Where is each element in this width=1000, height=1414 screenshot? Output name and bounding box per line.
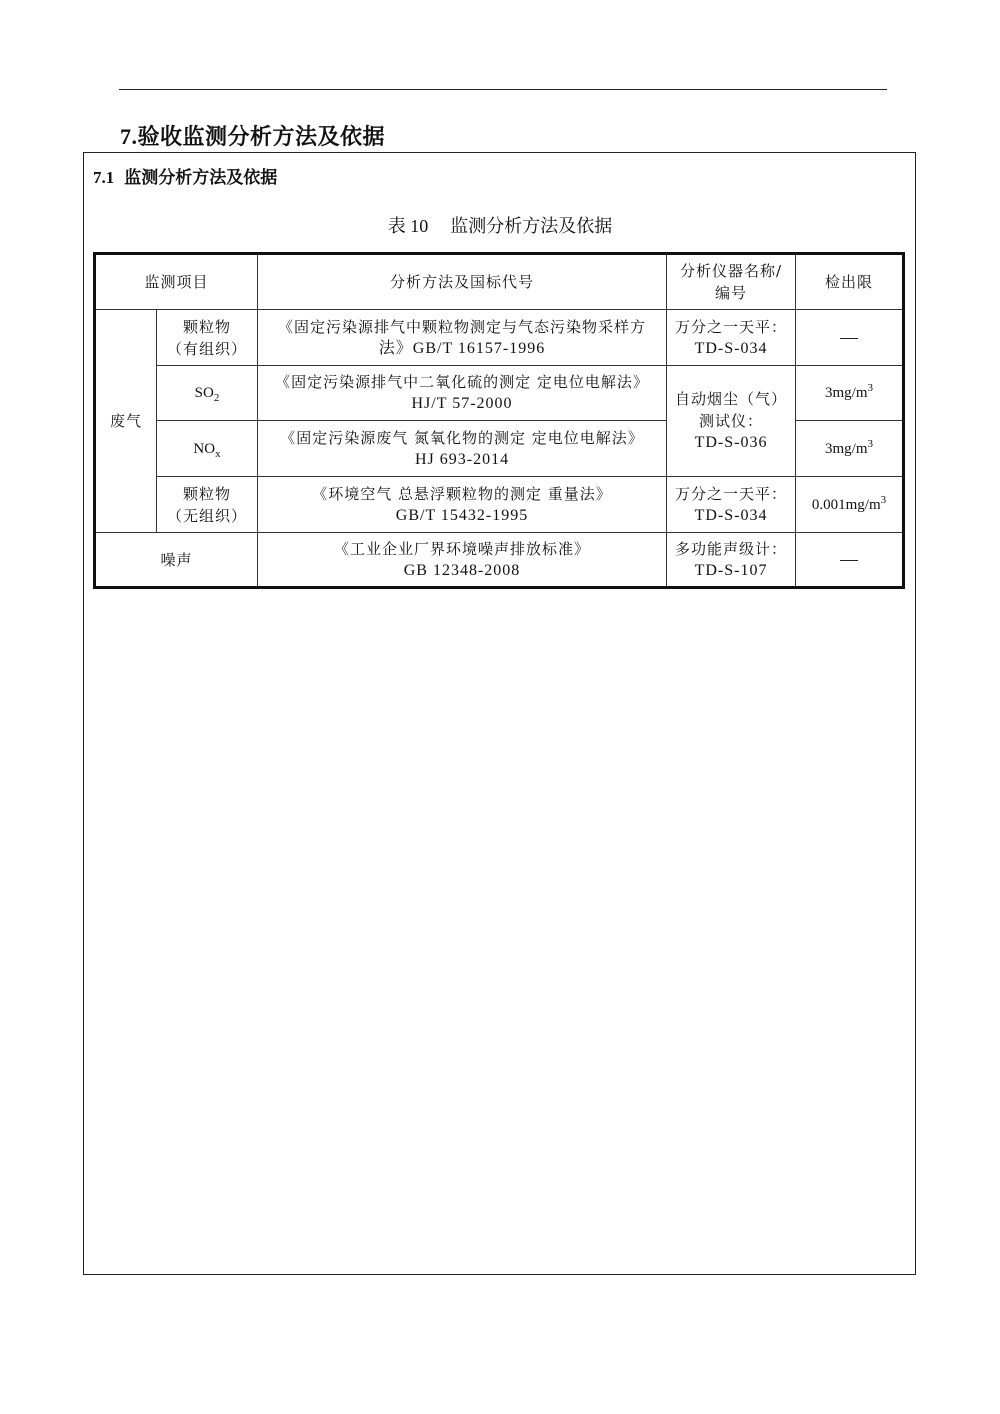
- instrument-line2: TD-S-107: [694, 561, 768, 579]
- method-line2: GB 12348-2008: [403, 561, 521, 579]
- section-title: 验收监测分析方法及依据: [137, 124, 386, 150]
- instrument-line3: TD-S-036: [694, 434, 768, 451]
- header-instrument: [667, 254, 796, 310]
- table-row: [95, 310, 904, 366]
- method-cell: [258, 533, 667, 588]
- item-subscript: x: [215, 447, 221, 460]
- limit-cell: [796, 310, 904, 366]
- method-cell: [258, 366, 667, 421]
- instrument-cell: [667, 477, 796, 533]
- instrument-line1: 万分之一天平：: [675, 484, 788, 503]
- instrument-cell: [667, 533, 796, 588]
- limit-superscript: 3: [867, 382, 874, 394]
- item-cell: [157, 366, 258, 421]
- subsection-number: 7.1: [93, 168, 115, 187]
- dash-mark: [840, 338, 858, 339]
- method-line2: 法》GB/T 16157-1996: [378, 339, 546, 357]
- instrument-line1: 多功能声级计：: [675, 539, 788, 558]
- item-cell: 噪声: [95, 533, 258, 588]
- header-method: 分析方法及国标代号: [258, 254, 667, 310]
- group-waste-gas: 废气: [95, 310, 157, 533]
- subsection-title: 监测分析方法及依据: [124, 168, 278, 188]
- method-cell: [258, 310, 667, 366]
- table-caption: [0, 212, 1000, 238]
- dash-mark: [840, 560, 858, 561]
- instrument-line2: TD-S-034: [694, 339, 768, 357]
- method-line2: HJ/T 57-2000: [411, 395, 513, 412]
- header-limit: 检出限: [796, 254, 904, 310]
- limit-cell: [796, 533, 904, 588]
- method-cell: [258, 477, 667, 533]
- header-instrument-line1: 分析仪器名称/: [679, 262, 783, 280]
- instrument-line1: 万分之一天平：: [675, 317, 788, 336]
- item-subscript: 2: [213, 392, 220, 404]
- instrument-line2: TD-S-034: [694, 506, 768, 524]
- method-line2: GB/T 15432-1995: [395, 506, 529, 524]
- item-line1: 颗粒物: [183, 484, 232, 503]
- method-line1: 《固定污染源排气中颗粒物测定与气态污染物采样方: [278, 317, 647, 336]
- limit-value: 3mg/m: [825, 440, 868, 457]
- limit-value: 0.001mg/m: [811, 496, 881, 513]
- limit-cell: [796, 477, 904, 533]
- method-line1: 《工业企业厂界环境噪声排放标准》: [334, 539, 591, 558]
- instrument-cell: [667, 366, 796, 477]
- section-heading: [120, 120, 385, 151]
- table-header-row: [95, 254, 904, 310]
- item-cell: [157, 421, 258, 477]
- limit-superscript: 3: [867, 437, 874, 450]
- method-line1: 《环境空气 总悬浮颗粒物的测定 重量法》: [312, 484, 612, 503]
- subsection-heading: [93, 163, 277, 188]
- method-line1: 《固定污染源排气中二氧化硫的测定 定电位电解法》: [275, 373, 649, 391]
- method-line1: 《固定污染源废气 氮氧化物的测定 定电位电解法》: [280, 428, 644, 447]
- limit-value: 3mg/m: [825, 385, 868, 401]
- table-row: [95, 477, 904, 533]
- method-cell: [258, 421, 667, 477]
- item-line2: （有组织）: [167, 339, 248, 358]
- limit-cell: [796, 421, 904, 477]
- item-line1: 颗粒物: [183, 317, 232, 336]
- limit-cell: [796, 366, 904, 421]
- item-cell: [157, 310, 258, 366]
- table-caption-number: 表 10: [387, 216, 429, 236]
- instrument-line2: 测试仪：: [699, 412, 764, 430]
- header-instrument-line2: 编号: [715, 284, 748, 302]
- table-caption-title: 监测分析方法及依据: [450, 216, 613, 237]
- section-number: 7.: [120, 124, 138, 149]
- item-formula: NO: [193, 440, 216, 457]
- item-line2: （无组织）: [167, 506, 248, 525]
- header-item: 监测项目: [95, 254, 258, 310]
- item-formula: SO: [194, 385, 214, 401]
- method-line2: HJ 693-2014: [414, 450, 510, 468]
- table-row: [95, 533, 904, 588]
- header-rule: [119, 89, 887, 90]
- table-row: [95, 366, 904, 421]
- instrument-cell: [667, 310, 796, 366]
- instrument-line1: 自动烟尘（气）: [675, 390, 788, 408]
- monitoring-methods-table: [93, 252, 905, 589]
- item-cell: [157, 477, 258, 533]
- limit-superscript: 3: [880, 493, 887, 506]
